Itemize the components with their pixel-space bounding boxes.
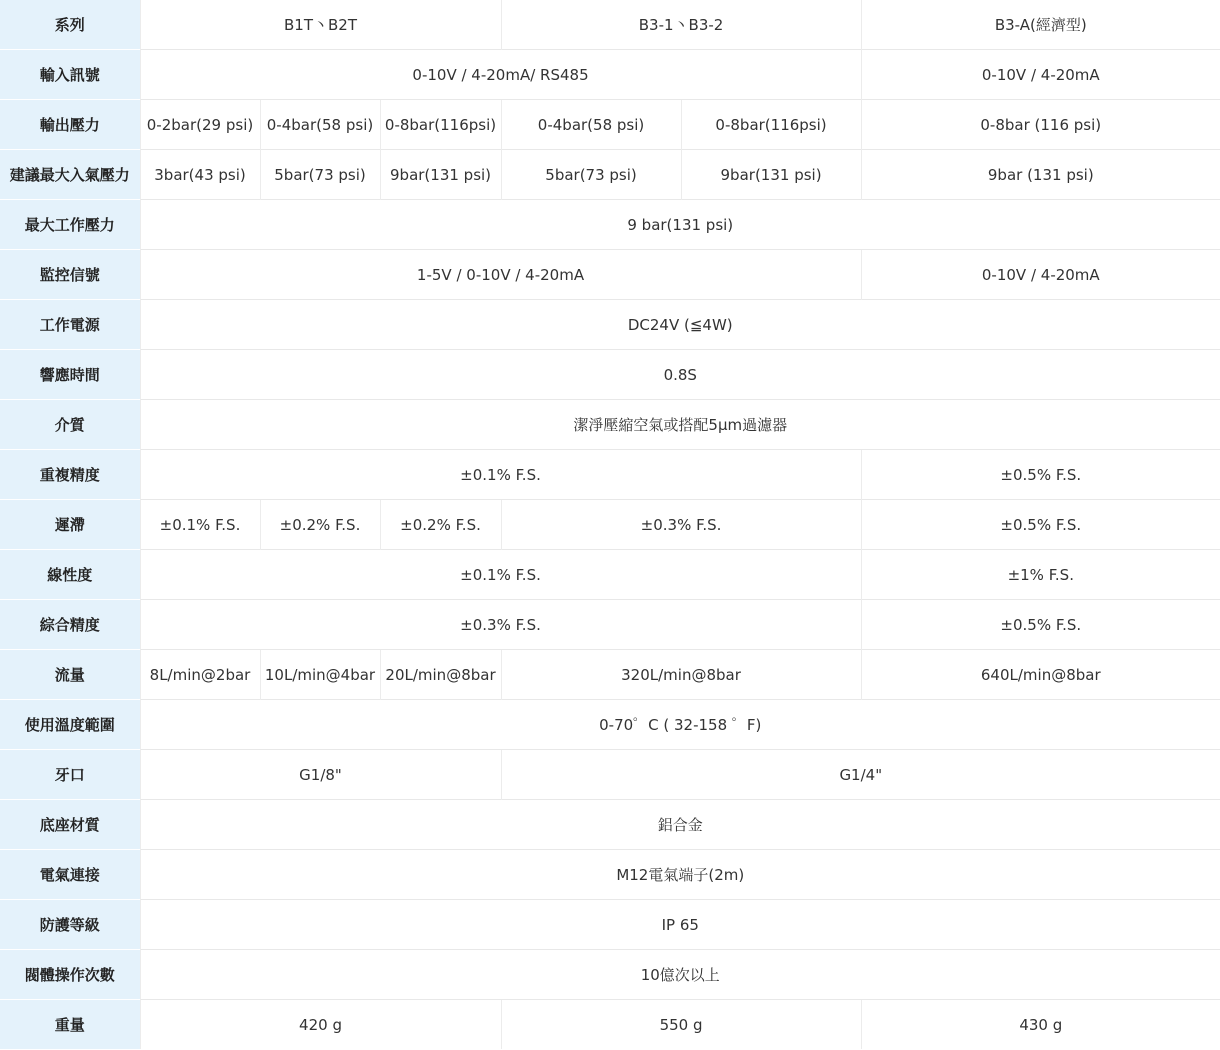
table-cell: ±0.2% F.S.: [260, 500, 380, 550]
table-cell: 0-4bar(58 psi): [260, 100, 380, 150]
table-cell: G1/4": [501, 750, 1220, 800]
row-label: 電氣連接: [0, 850, 140, 900]
table-row: [0, 150, 1220, 200]
table-cell: IP 65: [140, 900, 1220, 950]
table-cell: DC24V (≦4W): [140, 300, 1220, 350]
row-label: 綜合精度: [0, 600, 140, 650]
table-cell: 9 bar(131 psi): [140, 200, 1220, 250]
table-cell: 20L/min@8bar: [380, 650, 501, 700]
row-label: 最大工作壓力: [0, 200, 140, 250]
row-label: 工作電源: [0, 300, 140, 350]
table-cell: 420 g: [140, 1000, 501, 1050]
table-row: [0, 950, 1220, 1000]
row-label: 閥體操作次數: [0, 950, 140, 1000]
table-cell: 10億次以上: [140, 950, 1220, 1000]
table-cell: 5bar(73 psi): [501, 150, 681, 200]
table-row: [0, 700, 1220, 750]
table-cell: 0-8bar(116psi): [681, 100, 861, 150]
table-row: [0, 0, 1220, 50]
table-row: [0, 850, 1220, 900]
row-label: 防護等級: [0, 900, 140, 950]
table-cell: 0-8bar (116 psi): [861, 100, 1220, 150]
table-cell: B1T丶B2T: [140, 0, 501, 50]
table-cell: M12電氣端子(2m): [140, 850, 1220, 900]
table-cell: 9bar(131 psi): [681, 150, 861, 200]
table-row: [0, 1000, 1220, 1050]
table-cell: 8L/min@2bar: [140, 650, 260, 700]
table-cell: 640L/min@8bar: [861, 650, 1220, 700]
row-label: 使用溫度範圍: [0, 700, 140, 750]
table-cell: 9bar(131 psi): [380, 150, 501, 200]
table-cell: 0.8S: [140, 350, 1220, 400]
row-label: 響應時間: [0, 350, 140, 400]
table-cell: 3bar(43 psi): [140, 150, 260, 200]
table-cell: 0-10V / 4-20mA/ RS485: [140, 50, 861, 100]
table-row: [0, 900, 1220, 950]
table-row: [0, 600, 1220, 650]
table-cell: 0-70゜C ( 32-158 ゜F): [140, 700, 1220, 750]
table-row: [0, 750, 1220, 800]
table-cell: ±0.5% F.S.: [861, 450, 1220, 500]
table-row: [0, 550, 1220, 600]
table-cell: ±0.5% F.S.: [861, 500, 1220, 550]
table-row: [0, 800, 1220, 850]
table-cell: 550 g: [501, 1000, 861, 1050]
table-cell: 0-4bar(58 psi): [501, 100, 681, 150]
row-label: 流量: [0, 650, 140, 700]
table-cell: 9bar (131 psi): [861, 150, 1220, 200]
table-cell: ±0.2% F.S.: [380, 500, 501, 550]
row-label: 輸入訊號: [0, 50, 140, 100]
table-cell: 潔淨壓縮空氣或搭配5μm過濾器: [140, 400, 1220, 450]
table-row: [0, 350, 1220, 400]
table-row: [0, 300, 1220, 350]
row-label: 輸出壓力: [0, 100, 140, 150]
row-label: 系列: [0, 0, 140, 50]
table-cell: B3-A(經濟型): [861, 0, 1220, 50]
table-cell: ±0.1% F.S.: [140, 450, 861, 500]
table-row: [0, 100, 1220, 150]
row-label: 牙口: [0, 750, 140, 800]
table-cell: 10L/min@4bar: [260, 650, 380, 700]
row-label: 監控信號: [0, 250, 140, 300]
table-row: [0, 450, 1220, 500]
row-label: 介質: [0, 400, 140, 450]
table-row: [0, 50, 1220, 100]
row-label: 遲滯: [0, 500, 140, 550]
table-cell: 0-10V / 4-20mA: [861, 50, 1220, 100]
row-label: 重量: [0, 1000, 140, 1050]
table-cell: 鋁合金: [140, 800, 1220, 850]
table-cell: 5bar(73 psi): [260, 150, 380, 200]
table-cell: 0-2bar(29 psi): [140, 100, 260, 150]
table-cell: ±0.3% F.S.: [140, 600, 861, 650]
table-cell: ±1% F.S.: [861, 550, 1220, 600]
table-cell: B3-1丶B3-2: [501, 0, 861, 50]
table-row: [0, 650, 1220, 700]
table-row: [0, 500, 1220, 550]
table-cell: 320L/min@8bar: [501, 650, 861, 700]
row-label: 線性度: [0, 550, 140, 600]
row-label: 建議最大入氣壓力: [0, 150, 140, 200]
row-label: 重複精度: [0, 450, 140, 500]
table-cell: 1-5V / 0-10V / 4-20mA: [140, 250, 861, 300]
table-cell: ±0.1% F.S.: [140, 550, 861, 600]
table-cell: 0-8bar(116psi): [380, 100, 501, 150]
table-cell: G1/8": [140, 750, 501, 800]
table-cell: 430 g: [861, 1000, 1220, 1050]
table-row: [0, 200, 1220, 250]
row-label: 底座材質: [0, 800, 140, 850]
table-cell: ±0.5% F.S.: [861, 600, 1220, 650]
table-cell: ±0.1% F.S.: [140, 500, 260, 550]
table-cell: 0-10V / 4-20mA: [861, 250, 1220, 300]
table-row: [0, 250, 1220, 300]
table-cell: ±0.3% F.S.: [501, 500, 861, 550]
table-row: [0, 400, 1220, 450]
